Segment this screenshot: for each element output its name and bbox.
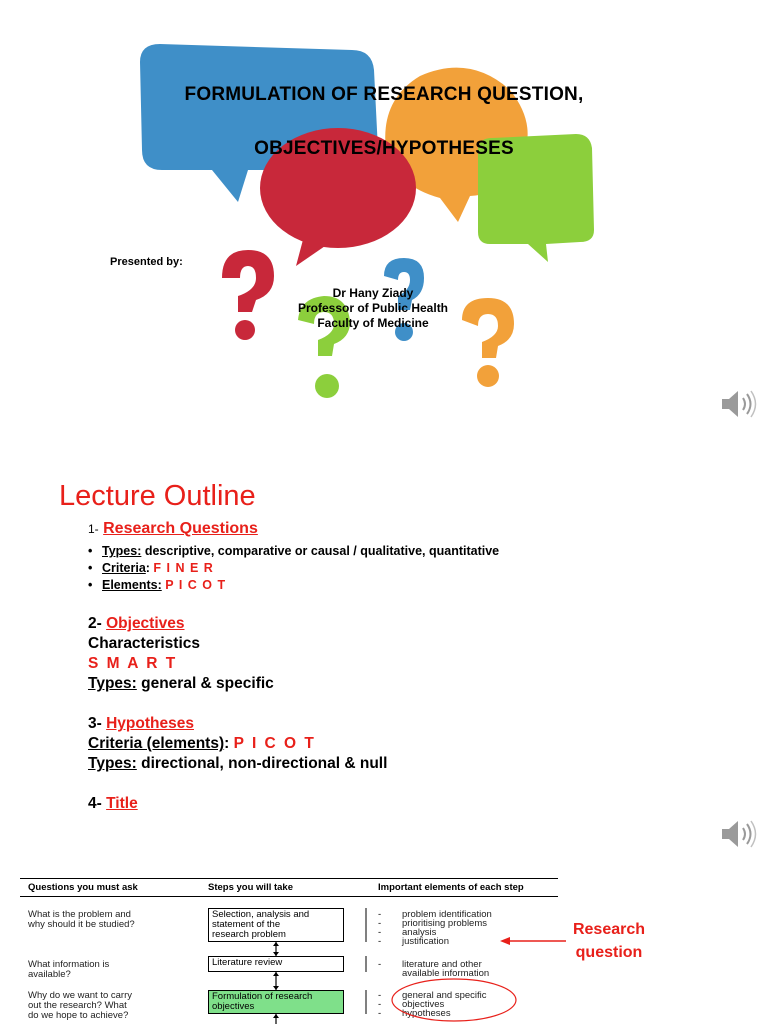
slide-title-line1: FORMULATION OF RESEARCH QUESTION, xyxy=(184,84,584,105)
question-line: why should it be studied? xyxy=(28,919,135,930)
arrow-left-icon xyxy=(500,937,566,945)
outline-slide xyxy=(0,432,768,864)
question-line: What is the problem and xyxy=(28,909,131,920)
element-line: objectives xyxy=(402,999,445,1010)
speaker-icon[interactable] xyxy=(718,816,758,852)
rq-bullet-list xyxy=(88,542,499,594)
step-line: Selection, analysis and xyxy=(212,909,310,920)
objectives-label: Objectives xyxy=(106,615,185,632)
section-number: 2- xyxy=(88,615,102,632)
list-item xyxy=(88,576,499,594)
step-line: Formulation of research xyxy=(212,991,313,1002)
step-line: research problem xyxy=(212,929,286,940)
rq-label: Research Questions xyxy=(103,520,258,537)
outline-heading: Lecture Outline xyxy=(59,480,256,512)
question-line: available? xyxy=(28,969,71,980)
section-number: 3- xyxy=(88,715,102,732)
dash-column: - - - xyxy=(378,990,382,1019)
title-label: Title xyxy=(106,795,138,812)
speaker-icon[interactable] xyxy=(718,386,758,422)
step-line: Literature review xyxy=(212,957,283,968)
bullet-text: : xyxy=(145,561,154,575)
presenter-block xyxy=(268,286,478,331)
presented-by-label: Presented by: xyxy=(110,256,183,268)
criteria-value: P I C O T xyxy=(233,735,316,752)
objectives-types xyxy=(88,674,274,694)
question-line: Why do we want to carry xyxy=(28,990,133,1001)
objectives-heading xyxy=(88,614,274,634)
rq-number: 1- xyxy=(88,522,99,536)
criteria-label: Criteria (elements) xyxy=(88,735,225,752)
dash-column: - - - - xyxy=(378,909,382,947)
research-question-callout xyxy=(568,918,650,964)
flow-connectors xyxy=(0,864,768,1024)
question-line: What information is xyxy=(28,959,110,970)
question-line: do we hope to achieve? xyxy=(28,1010,129,1021)
element-line: literature and other xyxy=(402,959,482,970)
dash-column: - xyxy=(378,959,382,970)
question-mark-red-icon xyxy=(222,250,274,340)
question-line: out the research? What xyxy=(28,1000,127,1011)
bullet-text: descriptive, comparative or causal / qualitative, quantitative xyxy=(141,544,500,558)
objectives-section xyxy=(88,614,274,694)
hypotheses-types xyxy=(88,754,387,774)
element-line: general and specific xyxy=(402,990,487,1001)
objectives-characteristics: Characteristics xyxy=(88,635,201,652)
research-questions-item xyxy=(88,520,258,538)
column-header-steps: Steps you will take xyxy=(208,882,293,893)
column-header-elements: Important elements of each step xyxy=(378,882,524,893)
speech-bubble-graphic xyxy=(0,0,768,432)
presenter-title: Professor of Public Health xyxy=(297,301,449,315)
list-item xyxy=(88,559,499,577)
callout-line: Research xyxy=(572,921,646,938)
types-label: Types: xyxy=(88,675,137,692)
types-text: directional, non-directional & null xyxy=(136,755,388,772)
column-header-questions: Questions you must ask xyxy=(28,882,138,893)
presenter-name: Dr Hany Ziady xyxy=(332,286,414,300)
types-label: Types: xyxy=(88,755,137,772)
criteria-sep: : xyxy=(224,735,234,752)
bullet-accent: F I N E R xyxy=(153,561,214,575)
element-line: problem identification xyxy=(402,909,492,920)
hypotheses-label: Hypotheses xyxy=(106,715,194,732)
bullet-label: Elements: xyxy=(102,578,162,592)
callout-line: question xyxy=(575,944,643,961)
title-slide xyxy=(0,0,768,432)
types-text: general & specific xyxy=(136,675,274,692)
step-line: objectives xyxy=(212,1001,255,1012)
title-section xyxy=(88,794,138,814)
bullet-label: Criteria xyxy=(102,561,146,575)
section-number: 4- xyxy=(88,795,102,812)
hypotheses-criteria xyxy=(88,734,387,754)
research-steps-slide xyxy=(0,864,768,1024)
highlight-circle-icon xyxy=(392,979,516,1021)
presenter-faculty: Faculty of Medicine xyxy=(317,316,429,330)
element-line: analysis xyxy=(402,927,437,938)
step-line: statement of the xyxy=(212,919,281,930)
element-line: available information xyxy=(402,968,490,979)
hypotheses-heading xyxy=(88,714,387,734)
list-item xyxy=(88,542,499,560)
element-line: hypotheses xyxy=(402,1008,451,1019)
bullet-label: Types: xyxy=(102,544,142,558)
bullet-accent: P I C O T xyxy=(165,578,227,592)
element-line: justification xyxy=(402,936,449,947)
hypotheses-section xyxy=(88,714,387,774)
slide-title-line2: OBJECTIVES/HYPOTHESES xyxy=(254,138,514,159)
element-line: prioritising problems xyxy=(402,918,488,929)
objectives-smart: S M A R T xyxy=(88,655,178,672)
